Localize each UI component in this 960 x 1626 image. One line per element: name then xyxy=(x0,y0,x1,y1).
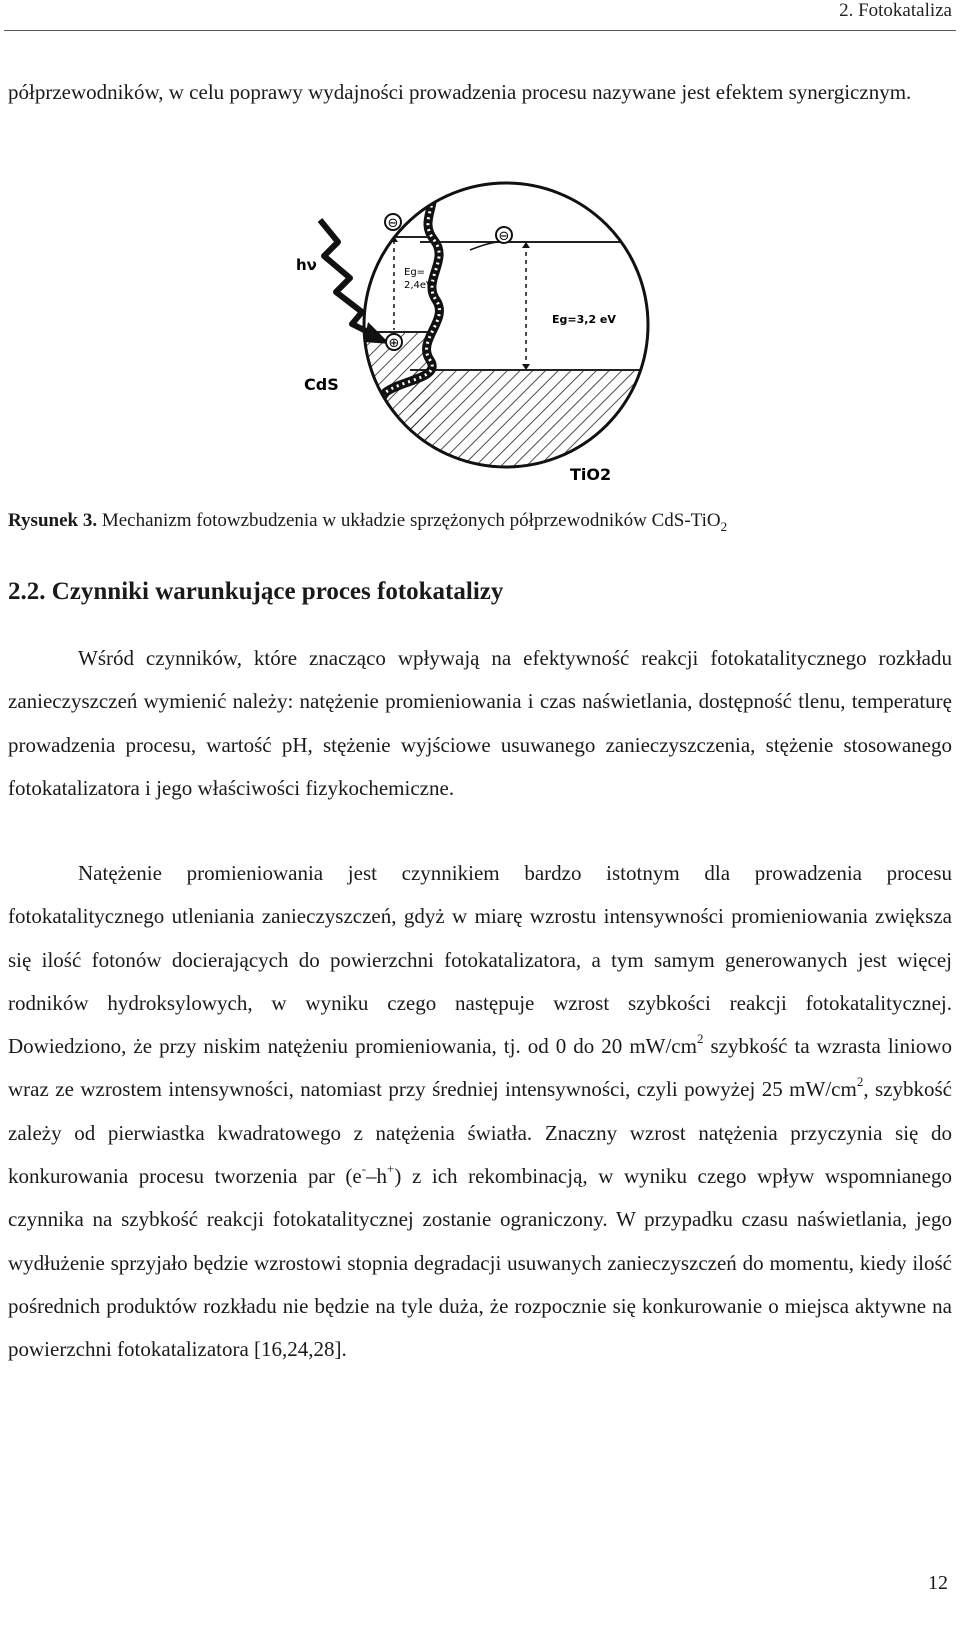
superscript: + xyxy=(387,1161,395,1177)
caption-text: Mechanizm fotowzbudzenia w układzie sprzężonych półprzewodników CdS-TiO xyxy=(101,510,721,531)
hole-icon: ⊕ xyxy=(388,336,400,351)
text-run: ) z ich rekombinacją, w wyniku czego wpływ wspomnianego czynnika na szybkość reakcji fotokatalitycznej zostanie ograniczony. W przypadku czasu naświetlania, jego wydłużenie sprzyjało będzie wzrostowi stopnia degradacji usuwanych zanieczyszczeń do momentu, kiedy ilość pośrednich produktów rozkładu nie będzie na tyle duża, że rozpocznie się konkurowanie o miejsca aktywne na powierzchni fotokatalizatora [16,24,28]. xyxy=(8,1164,952,1362)
hv-label: hν xyxy=(296,256,317,274)
superscript: 2 xyxy=(696,1031,704,1047)
superscript: - xyxy=(361,1161,367,1177)
electron-cds-icon: ⊖ xyxy=(387,216,399,231)
eg-tio2-label: Eg=3,2 eV xyxy=(552,313,616,326)
text-run: –h xyxy=(366,1164,388,1189)
tio2-label: TiO2 xyxy=(570,465,612,484)
figure-caption xyxy=(8,510,727,532)
band-diagram xyxy=(290,180,650,510)
lead-paragraph: półprzewodników, w celu poprawy wydajności prowadzenia procesu nazywane jest efektem synergicznym. xyxy=(8,80,912,104)
paragraph-factors: Wśród czynników, które znacząco wpływają na efektywność reakcji fotokatalitycznego rozkładu zanieczyszczeń wymienić należy: natężenie promieniowania i czas naświetlania, dostępność tlenu, temperaturę prowadzenia procesu, wartość pH, stężenie wyjściowe usuwanego zanieczyszczenia, stężenie stosowanego fotokatalizatora i jego właściwości fizykochemiczne. xyxy=(8,646,952,800)
eg-cds-line1: Eg= xyxy=(404,267,426,278)
caption-subscript: 2 xyxy=(720,518,728,534)
paragraph-radiation-intensity xyxy=(8,852,952,1372)
text-run: Natężenie promieniowania jest czynnikiem bardzo istotnym dla prowadzenia procesu fotokatalitycznego utleniania zanieczyszczeń, gdyż w miarę wzrostu intensywności promieniowania zwiększa się ilość fotonów docierających do powierzchni fotokatalizatora, a tym samym generowanych jest więcej rodników hydroksylowych, w wyniku czego następuje wzrost szybkości reakcji fotokatalitycznej. Dowiedziono, że przy niskim natężeniu promieniowania, tj. od 0 do 20 mW/cm xyxy=(8,861,952,1059)
superscript: 2 xyxy=(856,1074,864,1090)
electron-tio2-icon: ⊖ xyxy=(498,229,510,244)
text-run: szybkość ta wzrasta liniowo wraz ze wzrostem intensywności, natomiast przy średniej intensywności, czyli powyżej 25 mW/cm xyxy=(8,1034,952,1102)
header-rule xyxy=(4,30,956,31)
cds-label: CdS xyxy=(304,375,339,394)
running-header: 2. Fotokataliza xyxy=(839,0,952,21)
text-run: , szybkość zależy od pierwiastka kwadratowego z natężenia światła. Znaczny wzrost natężenia przyczynia się do konkurowania procesu tworzenia par (e xyxy=(8,1077,952,1189)
eg-cds-line2: 2,4eV xyxy=(404,280,433,291)
page-number: 12 xyxy=(928,1572,948,1594)
caption-label: Rysunek 3. xyxy=(8,510,98,531)
figure-cds-tio2-diagram xyxy=(290,180,650,510)
tio2-valence-band xyxy=(410,370,650,510)
section-heading: 2.2. Czynniki warunkujące proces fotokatalizy xyxy=(8,578,504,605)
